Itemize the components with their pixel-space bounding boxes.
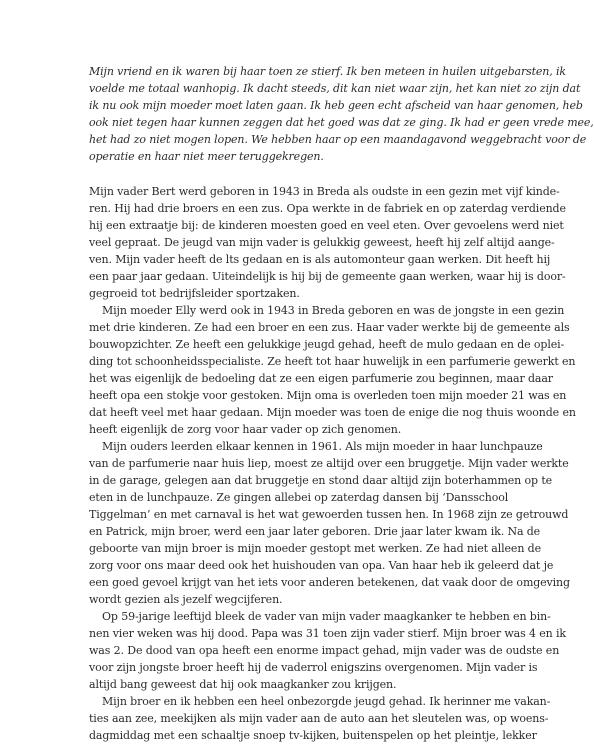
text-line: altijd bang geweest dat hij ook maagkanker zou krijgen. [89, 678, 397, 691]
text-line: ren. Hij had drie broers en een zus. Opa werkte in de fabriek en op zaterdag verdiende [89, 202, 566, 215]
text-line: een paar jaar gedaan. Uiteindelijk is hij bij de gemeente gaan werken, waar hij is door- [89, 270, 566, 283]
text-line: ding tot schoonheidsspecialiste. Ze heeft tot haar huwelijk in een parfumerie gewerkt en [89, 355, 576, 368]
text-line: Mijn moeder Elly werd ook in 1943 in Breda geboren en was de jongste in een gezin [102, 304, 565, 317]
text-line: Tiggelman’ en met carnaval is het wat gewoerden tussen hen. In 1968 zijn ze getrouwd [89, 508, 569, 521]
text-line: veel gepraat. De jeugd van mijn vader is gelukkig geweest, heeft hij zelf altijd aange- [89, 236, 555, 249]
text-line: dagmiddag met een schaaltje snoep tv-kijken, buitenspelen op het pleintje, lekker [89, 729, 537, 742]
text-line: ik nu ook mijn moeder moet laten gaan. Ik heb geen echt afscheid van haar genomen, heb [89, 99, 583, 112]
text-line: Mijn broer en ik hebben een heel onbezorgde jeugd gehad. Ik herinner me vakan- [102, 695, 551, 708]
text-line: dat heeft veel met haar gedaan. Mijn moeder was toen de enige die nog thuis woonde en [89, 406, 576, 419]
text-line: eten in de lunchpauze. Ze gingen allebei op zaterdag dansen bij ‘Dansschool [89, 491, 509, 504]
text-line: gegroeid tot bedrijfsleider sportzaken. [89, 287, 300, 300]
text-line: heeft eigenlijk de zorg voor haar vader op zich genomen. [89, 423, 402, 436]
text-line: wordt gezien als jezelf wegcijferen. [89, 593, 283, 606]
text-line: was 2. De dood van opa heeft een enorme impact gehad, mijn vader was de oudste en [89, 644, 560, 657]
text-line: met drie kinderen. Ze had een broer en een zus. Haar vader werkte bij de gemeente als [89, 321, 570, 334]
text-line: en Patrick, mijn broer, werd een jaar later geboren. Drie jaar later kwam ik. Na de [89, 525, 541, 538]
text-line: ven. Mijn vader heeft de lts gedaan en is als automonteur gaan werken. Dit heeft hij [89, 253, 551, 266]
text-line: Mijn vriend en ik waren bij haar toen ze stierf. Ik ben meteen in huilen uitgebarsten, ik [89, 65, 566, 78]
text-line: heeft opa een stokje voor gestoken. Mijn oma is overleden toen mijn moeder 21 was en [89, 389, 567, 402]
text-line: geboorte van mijn broer is mijn moeder gestopt met werken. Ze had niet alleen de [89, 542, 541, 555]
text-line: bouwopzichter. Ze heeft een gelukkige jeugd gehad, heeft de mulo gedaan en de oplei- [89, 338, 565, 351]
text-line: het had zo niet mogen lopen. We hebben haar op een maandagavond weggebracht voor de [89, 133, 587, 146]
text-line: voor zijn jongste broer heeft hij de vaderrol enigszins overgenomen. Mijn vader is [89, 661, 538, 674]
text-line: in de garage, gelegen aan dat bruggetje en stond daar altijd zijn boterhammen op te [89, 474, 553, 487]
text-line: Op 59-jarige leeftijd bleek de vader van mijn vader maagkanker te hebben en bin- [102, 610, 551, 623]
text-line: van de parfumerie naar huis liep, moest ze altijd over een bruggetje. Mijn vader werkte [89, 457, 569, 470]
text-line: zorg voor ons maar deed ook het huishouden van opa. Van haar heb ik geleerd dat je [89, 559, 554, 572]
text-line: ook niet tegen haar kunnen zeggen dat het goed was dat ze ging. Ik had er geen vrede mee, [89, 116, 594, 129]
text-line: het was eigenlijk de bedoeling dat ze een eigen parfumerie zou beginnen, maar daar [89, 372, 553, 385]
text-line: nen vier weken was hij dood. Papa was 31 toen zijn vader stierf. Mijn broer was 4 en ik [89, 627, 566, 640]
text-line: ties aan zee, meekijken als mijn vader aan de auto aan het sleutelen was, op woens- [89, 712, 549, 725]
text-line: Mijn ouders leerden elkaar kennen in 1961. Als mijn moeder in haar lunchpauze [102, 440, 543, 453]
text-line: een goed gevoel krijgt van het iets voor anderen betekenen, dat vaak door de omgeving [89, 576, 570, 589]
text-line: hij een extraatje bij: de kinderen moesten goed en veel eten. Over gevoelens werd niet [89, 219, 564, 232]
text-line: Mijn vader Bert werd geboren in 1943 in Breda als oudste in een gezin met vijf kinde- [89, 185, 560, 198]
text-line: voelde me totaal wanhopig. Ik dacht steeds, dit kan niet waar zijn, het kan niet zo zijn dat [89, 82, 581, 95]
text-line: operatie en haar niet meer teruggekregen. [89, 150, 324, 163]
